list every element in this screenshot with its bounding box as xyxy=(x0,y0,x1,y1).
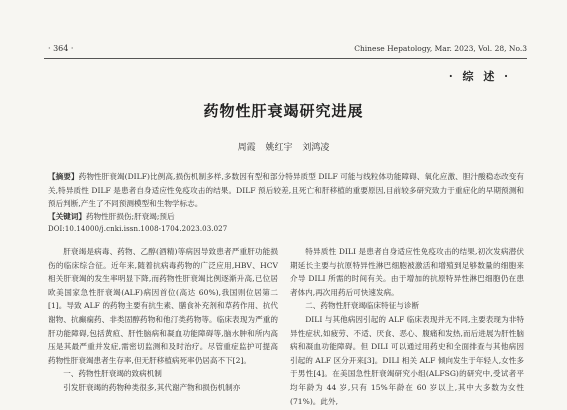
section-heading: 一、药物性肝衰竭的致病机制 xyxy=(63,369,162,379)
journal-citation: Chinese Hepatology, Mar. 2023, Vol. 28, No.3 xyxy=(354,44,527,53)
paragraph: 引发肝衰竭的药物种类很多,其代谢产物和损伤机制亦 xyxy=(63,382,241,392)
abstract-block xyxy=(48,170,524,211)
section-heading: 二、药物性肝衰竭临床特征与诊断 xyxy=(305,301,420,311)
body-column-right xyxy=(290,245,524,408)
doi-line: DOI:10.14000/j.cnki.issn.1008-1704.2023.03.027 xyxy=(48,225,228,233)
header-rule xyxy=(44,58,527,59)
paragraph: 特异质性 DILI 是患者自身适应性免疫攻击的结果,初次发病潜伏期延长主要与抗原特异性淋巴细胞被激活和增殖到足够数量的细胞来介导 DILI 所需的时间有关。由于增加的抗原特异性淋巴细胞仍在患者体内,再次用药后可快速发病。 xyxy=(290,247,524,297)
keywords-text: 药物性肝损伤;肝衰竭;预后 xyxy=(85,212,175,221)
section-tag: · 综 述 · xyxy=(448,70,511,83)
paragraph: 肝衰竭是病毒、药物、乙醇(酒精)等病因导致患者严重肝功能损伤的临床综合征。近年来,随着抗病毒药物的广泛应用,HBV、HCV 相关肝衰竭的发生率明显下降,而药物性肝衰竭比例逐渐升高,已位居欧美国家急性肝衰竭(ALF)病因首位(高达 60%),我国则位居第二[1]。导致 ALF 的药物主要有抗生素、膳食补充剂和草药作用、抗代谢物、抗癫痫药、非类固醇药物和他汀类药物等。临床表现为严重的肝功能障碍,包括黄疸、肝性脑病和凝血功能障碍等,脑水肿和所内高压是其最严重并发症,需密切监测和及时治疗。尽管重症监护可提高药物性肝衰竭患者生存率,但无肝移植病死率仍居高不下[2]。 xyxy=(48,247,278,365)
keywords-block xyxy=(48,210,524,223)
abstract-text: 药物性肝衰竭(DILF)比例高,损伤机制多样,多数因有型和部分特异质型 DILF 可能与线粒体功能障碍、氧化应激、胆汁酸稳态改变有关,特异质性 DILF 是患者自身适应性免疫攻击的结果。DILF 预后较差,且死亡和肝移植的重要原因,目前较多研究致力于重症化的早期预测和预后判断,产生了不同预测模型和生物学标志。 xyxy=(48,172,525,208)
page-number: · 364 · xyxy=(48,44,74,53)
article-authors: 周霞 姚红宇 刘鸿凌 xyxy=(237,143,330,153)
keywords-label: 【关键词】 xyxy=(48,212,86,221)
article-title: 药物性肝衰竭研究进展 xyxy=(203,102,364,120)
page-header xyxy=(0,44,567,56)
abstract-label: 【摘要】 xyxy=(48,172,79,181)
paragraph: DILI 与其他病因引起的 ALF 临床表现并无不同,主要表现为非特异性症状,如疲劳、不适、厌食、恶心、腹痛和发热,而后进展为肝性脑病和凝血功能障碍。但 DILI 可以通过用药史和全面排查与其他病因引起的 ALF 区分开来[3]。DILI 相关 ALF 倾向发生于年轻人,女性多于男性[4]。在美国急性肝衰竭研究小组(ALFSG)的研究中,受试者平均年龄为 44 岁,只有 15%年龄在 60 岁以上,其中大多数为女性(71%)。此外, xyxy=(290,314,524,406)
body-column-left xyxy=(48,245,278,395)
